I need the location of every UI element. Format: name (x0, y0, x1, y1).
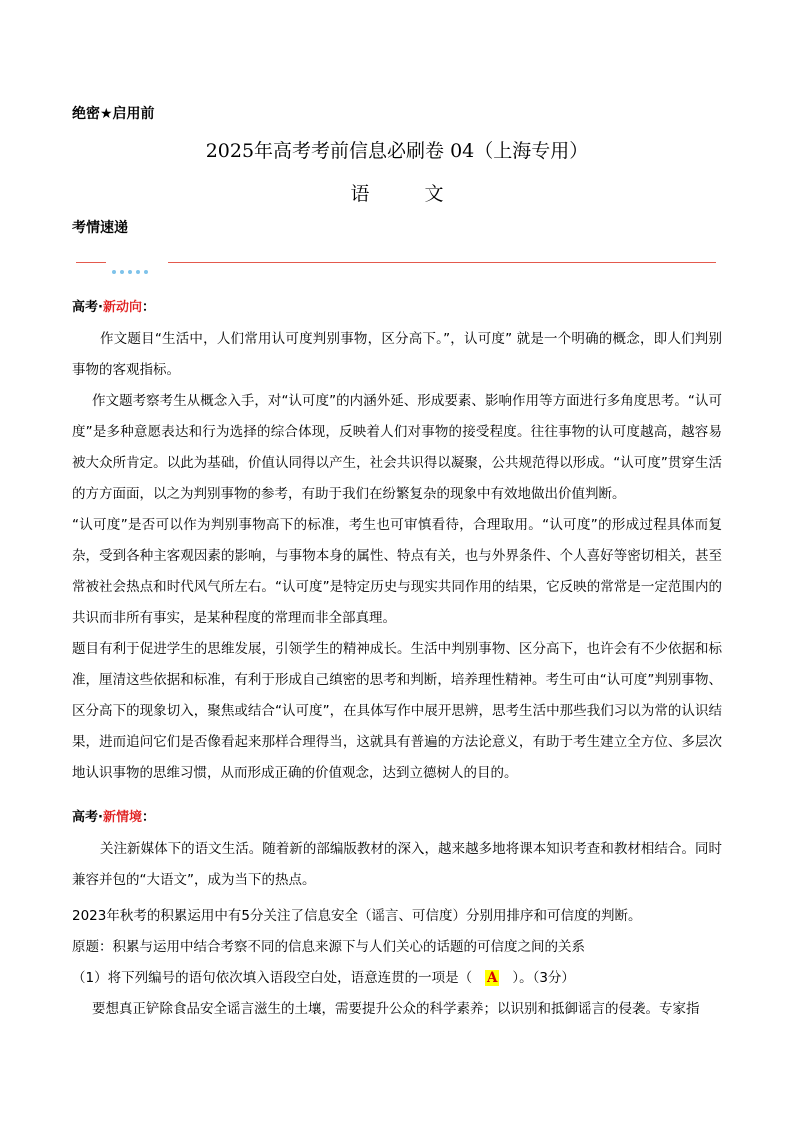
new-context-tag (72, 806, 155, 825)
new-direction-tag (72, 296, 155, 315)
subject-title: 语 文 (350, 183, 462, 205)
tag-highlight: 新动向 (102, 300, 142, 315)
tag-highlight: 新情境 (102, 810, 142, 825)
tag-prefix: 高考· (72, 810, 103, 825)
section-heading: 考情速递 (72, 220, 128, 236)
divider-dots (112, 259, 152, 265)
question-text: （1）将下列编号的语句依次填入语段空白处，语意连贯的一项是（ (72, 970, 473, 986)
dot-icon (112, 270, 116, 274)
tag-suffix: ： (141, 810, 155, 825)
answer-highlight: A (486, 970, 498, 986)
direction-paragraph-1: 作文题目“生活中，人们常用认可度判别事物，区分高下。”，认可度” 就是一个明确的概念，即人们判别事物的客观指标。 (72, 331, 722, 378)
direction-paragraph-4: 题目有利于促进学生的思维发展，引领学生的精神成长。生活中判别事物、区分高下，也许会有不少依据和标准，厘清这些依据和标准，有利于形成自己缜密的思考和判断，培养理性精神。考生可由“认可度”判别事物、区分高下的现象切入，聚焦或结合“认可度”，在具体写作中展开思辨，思考生活中那些我们习以为常的认识结果，进而追问它们是否像看起来那样合理得当，这就具有普遍的方法论意义，有助于考生建立全方位、多层次地认识事物的思维习惯，从而形成正确的价值观念，达到立德树人的目的。 (72, 641, 722, 781)
question-line (72, 966, 722, 986)
direction-paragraph-3: “认可度”是否可以作为判别事物高下的标准，考生也可审慎看待，合理取用。“认可度”的形成过程具体而复杂，受到各种主客观因素的影响，与事物本身的属性、特点有关，也与外界条件、个人喜好等密切相关，甚至常被社会热点和时代风气所左右。“认可度”是特定历史与现实共同作用的结果，它反映的常常是一定范围内的共识而非所有事实，是某种程度的常理而非全部真理。 (72, 517, 722, 626)
context-paragraph-2: 2023年秋考的积累运用中有5分关注了信息安全（谣言、可信度）分别用排序和可信度的判断。 (72, 908, 642, 924)
direction-paragraph-2: 作文题考察考生从概念入手，对“认可度”的内涵外延、形成要素、影响作用等方面进行多角度思考。“认可度”是多种意愿表达和行为选择的综合体现，反映着人们对事物的接受程度。往往事物的认可度越高，越容易被大众所肯定。以此为基础，价值认同得以产生，社会共识得以凝聚，公共规范得以形成。“认可度”贯穿生活的方方面面，以之为判别事物的参考，有助于我们在纷繁复杂的现象中有效地做出价值判断。 (72, 393, 722, 502)
tag-suffix: ： (141, 300, 155, 315)
confidential-label: 绝密★启用前 (72, 106, 155, 122)
dot-icon (120, 270, 124, 274)
divider-line-left (76, 262, 106, 263)
context-paragraph-4: 要想真正铲除食品安全谣言滋生的土壤，需要提升公众的科学素养；以识别和抵御谣言的侵袭。专家指 (92, 1001, 700, 1017)
dot-icon (144, 270, 148, 274)
divider-line-right (168, 262, 716, 263)
dot-icon (128, 270, 132, 274)
exam-title: 2025年高考考前信息必刷卷 04（上海专用） (205, 140, 589, 162)
section-divider (76, 255, 716, 269)
question-score: ）。（3分） (512, 970, 575, 986)
tag-prefix: 高考· (72, 300, 103, 315)
context-paragraph-1: 关注新媒体下的语文生活。随着新的部编版教材的深入，越来越多地将课本知识考查和教材相结合。同时兼容并包的“大语文”，成为当下的热点。 (72, 841, 722, 888)
context-paragraph-3: 原题：积累与运用中结合考察不同的信息来源下与人们关心的话题的可信度之间的关系 (72, 939, 585, 955)
dot-icon (136, 270, 140, 274)
